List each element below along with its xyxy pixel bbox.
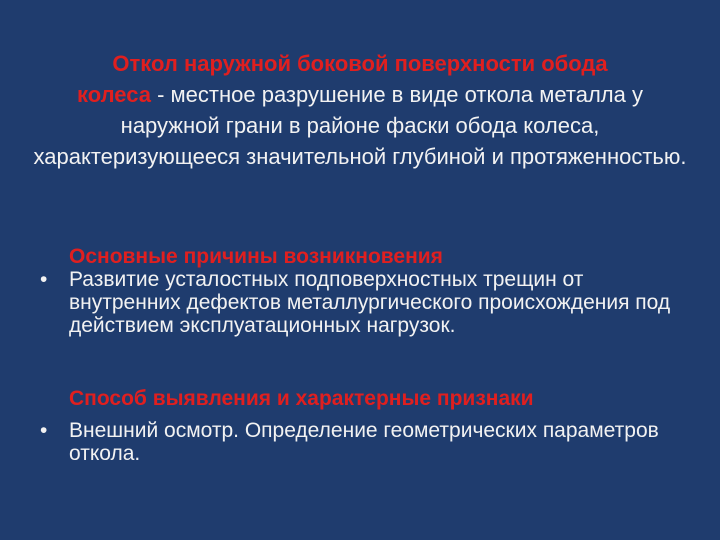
causes-bullet-item — [40, 268, 700, 337]
causes-text: Развитие усталостных подповерхностных трещин от внутренних дефектов металлургического происхождения под действием эксплуатационных нагрузок. — [69, 268, 671, 337]
causes-section — [40, 245, 700, 337]
detection-heading: Способ выявления и характерные признаки — [69, 387, 534, 410]
intro-paragraph — [30, 48, 690, 172]
bullet-icon: • — [40, 419, 48, 442]
bullet-icon: • — [40, 268, 48, 291]
causes-heading: Основные причины возникновения — [69, 245, 443, 268]
intro-title-part1: Откол наружной боковой поверхности обода — [112, 51, 608, 76]
intro-definition: - местное разрушение в виде откола металла у наружной грани в районе фаски обода колеса, характеризующееся значительной глубиной и протяженностью. — [33, 82, 687, 169]
detection-bullet-item — [40, 419, 700, 465]
detection-text: Внешний осмотр. Определение геометрических параметров откола. — [69, 419, 659, 465]
intro-title-part2: колеса — [77, 82, 151, 107]
detection-section — [40, 387, 700, 465]
